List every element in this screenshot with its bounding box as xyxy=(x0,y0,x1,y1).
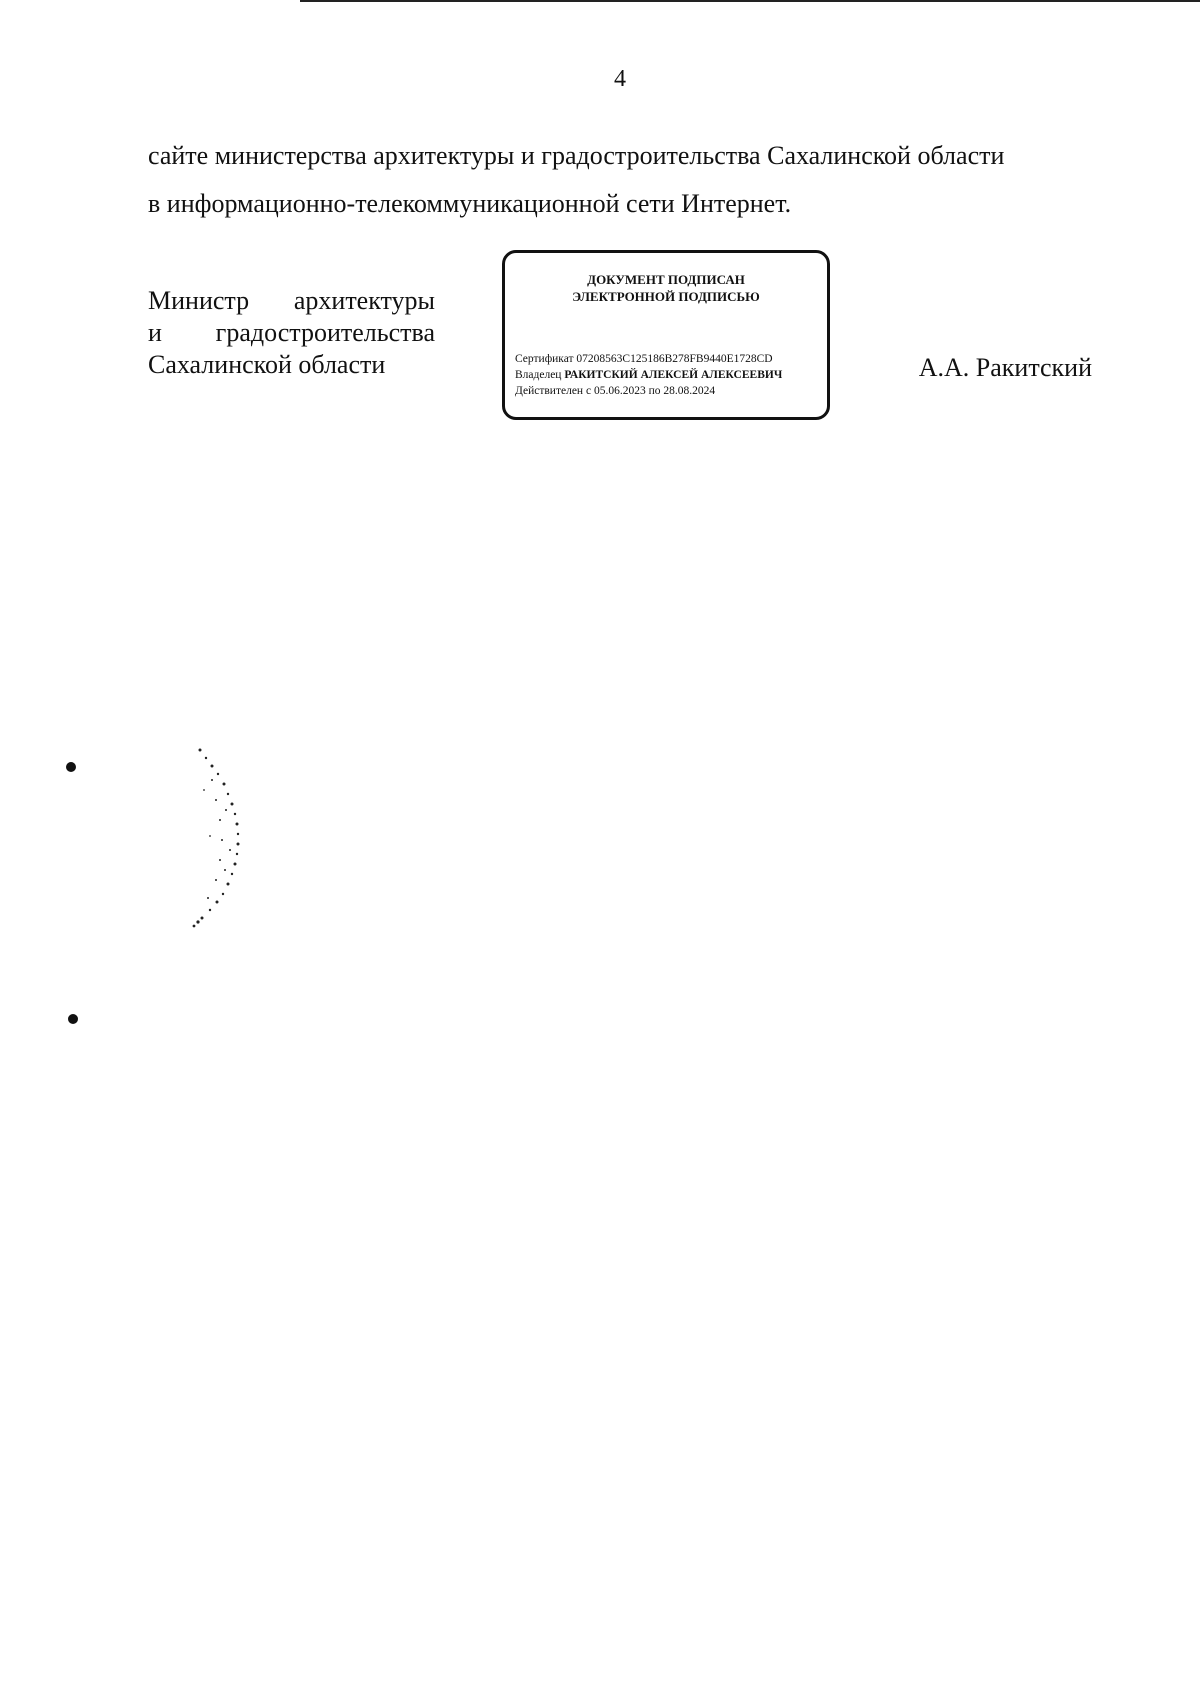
certificate-label: Сертификат xyxy=(515,353,574,365)
paragraph xyxy=(148,132,1098,228)
stamp-owner-row xyxy=(515,367,782,383)
stamp-certificate-row xyxy=(515,351,782,367)
top-border-line xyxy=(300,0,1200,2)
stamp-details xyxy=(515,351,782,399)
scan-speck-icon xyxy=(64,760,78,774)
signer-name: А.А. Ракитский xyxy=(918,353,1092,382)
electronic-signature-stamp xyxy=(502,250,830,420)
page-number: 4 xyxy=(614,66,626,92)
partial-round-seal-icon xyxy=(190,740,280,960)
position-line-2: и градостроительства xyxy=(148,318,435,347)
stamp-validity-row xyxy=(515,383,782,399)
stamp-title-line-1: ДОКУМЕНТ ПОДПИСАН xyxy=(587,272,745,287)
stamp-title-line-2: ЭЛЕКТРОННОЙ ПОДПИСЬЮ xyxy=(572,289,760,304)
validity-value: с 05.06.2023 по 28.08.2024 xyxy=(585,385,716,397)
owner-value: РАКИТСКИЙ АЛЕКСЕЙ АЛЕКСЕЕВИЧ xyxy=(564,369,783,381)
stamp-title xyxy=(505,271,827,305)
paragraph-line-2: в информационно-телекоммуникационной сети Интернет. xyxy=(148,189,792,218)
validity-label: Действителен xyxy=(515,385,584,397)
position-line-1: Министр архитектуры xyxy=(148,286,435,315)
position-line-3: Сахалинской области xyxy=(148,350,386,379)
signatory-position xyxy=(148,285,435,381)
owner-label: Владелец xyxy=(515,369,562,381)
paragraph-line-1: сайте министерства архитектуры и градостроительства Сахалинской области xyxy=(148,141,1005,170)
scan-speck-icon xyxy=(66,1012,80,1026)
certificate-value: 07208563C125186B278FB9440E1728CD xyxy=(576,353,773,365)
